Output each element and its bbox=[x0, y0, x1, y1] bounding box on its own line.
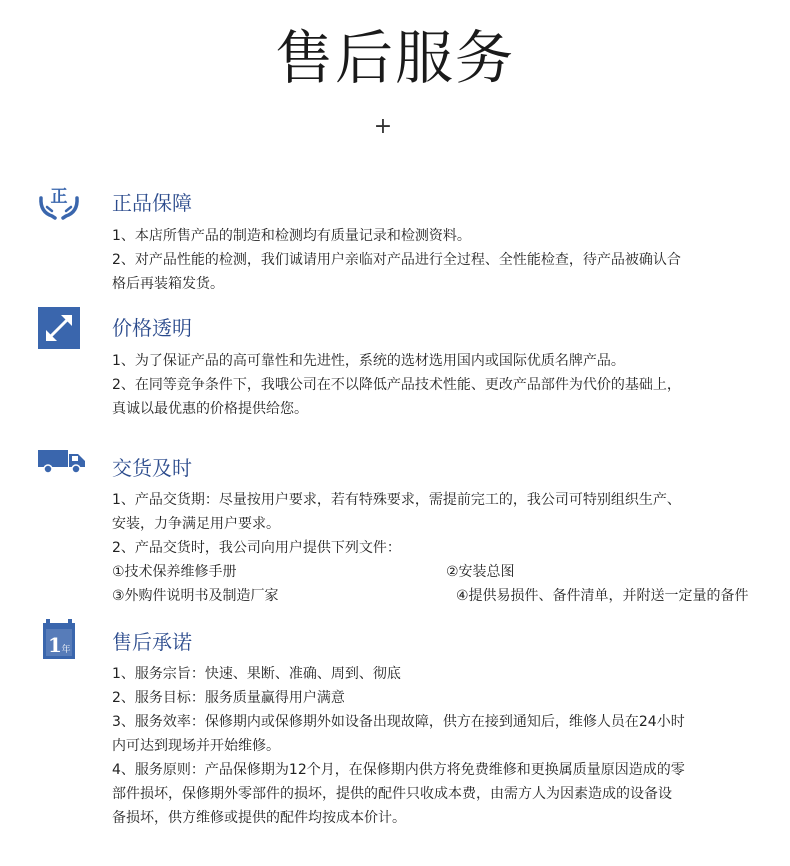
promise-line-1: 1、服务宗旨：快速、果断、准确、周到、彻底 bbox=[112, 666, 401, 682]
delivery-line-3: 2、产品交货时，我公司向用户提供下列文件： bbox=[112, 540, 401, 556]
genuine-line-3: 格后再装箱发货。 bbox=[112, 276, 224, 292]
promise-line-2: 2、服务目标：服务质量赢得用户满意 bbox=[112, 690, 345, 706]
price-line-3: 真诚以最优惠的价格提供给您。 bbox=[112, 401, 308, 417]
delivery-docs-row-1 bbox=[112, 560, 712, 584]
genuine-line-2: 2、对产品性能的检测，我们诚请用户亲临对产品进行全过程、全性能检查，待产品被确认合 bbox=[112, 252, 681, 268]
diagonal-arrow-icon bbox=[38, 307, 80, 349]
calendar-number: 1 bbox=[48, 633, 62, 657]
price-line-2: 2、在同等竞争条件下，我哦公司在不以降低产品技术性能、更改产品部件为代价的基础上， bbox=[112, 377, 681, 393]
promise-line-3: 3、服务效率：保修期内或保修期外如设备出现故障，供方在接到通知后，维修人员在24小时 bbox=[112, 714, 685, 730]
promise-line-7: 备损坏，供方维修或提供的配件均按成本价计。 bbox=[112, 810, 406, 826]
section-title-promise: 售后承诺 bbox=[112, 630, 192, 654]
section-title-genuine: 正品保障 bbox=[112, 191, 192, 215]
section-title-delivery: 交货及时 bbox=[112, 456, 192, 480]
genuine-char: 正 bbox=[50, 187, 68, 207]
section-title-price: 价格透明 bbox=[112, 316, 192, 340]
promise-line-5: 4、服务原则：产品保修期为12个月，在保修期内供方将免费维修和更换属质量原因造成的零 bbox=[112, 762, 685, 778]
genuine-hands-icon bbox=[38, 182, 80, 224]
page-title: 售后服务 bbox=[274, 24, 515, 92]
one-year-calendar-icon bbox=[42, 619, 76, 661]
doc-item-2: ②安装总图 bbox=[446, 564, 515, 580]
plus-sign: + bbox=[373, 114, 393, 139]
delivery-truck-icon bbox=[36, 440, 88, 482]
promise-line-4: 内可达到现场并开始维修。 bbox=[112, 738, 280, 754]
doc-item-4: ④提供易损件、备件清单，并附送一定量的备件 bbox=[456, 588, 749, 604]
doc-item-1: ①技术保养维修手册 bbox=[112, 564, 237, 580]
price-line-1: 1、为了保证产品的高可靠性和先进性，系统的选材选用国内或国际优质名牌产品。 bbox=[112, 353, 625, 369]
promise-line-6: 部件损坏，保修期外零部件的损坏，提供的配件只收成本费，由需方人为因素造成的设备设 bbox=[112, 786, 672, 802]
genuine-line-1: 1、本店所售产品的制造和检测均有质量记录和检测资料。 bbox=[112, 228, 471, 244]
doc-item-3: ③外购件说明书及制造厂家 bbox=[112, 588, 279, 604]
delivery-line-1: 1、产品交货期：尽量按用户要求，若有特殊要求，需提前完工的，我公司可特别组织生产、 bbox=[112, 492, 681, 508]
calendar-year-char: 年 bbox=[61, 645, 71, 655]
delivery-docs-row-2 bbox=[112, 584, 749, 608]
delivery-line-2: 安装，力争满足用户要求。 bbox=[112, 516, 280, 532]
